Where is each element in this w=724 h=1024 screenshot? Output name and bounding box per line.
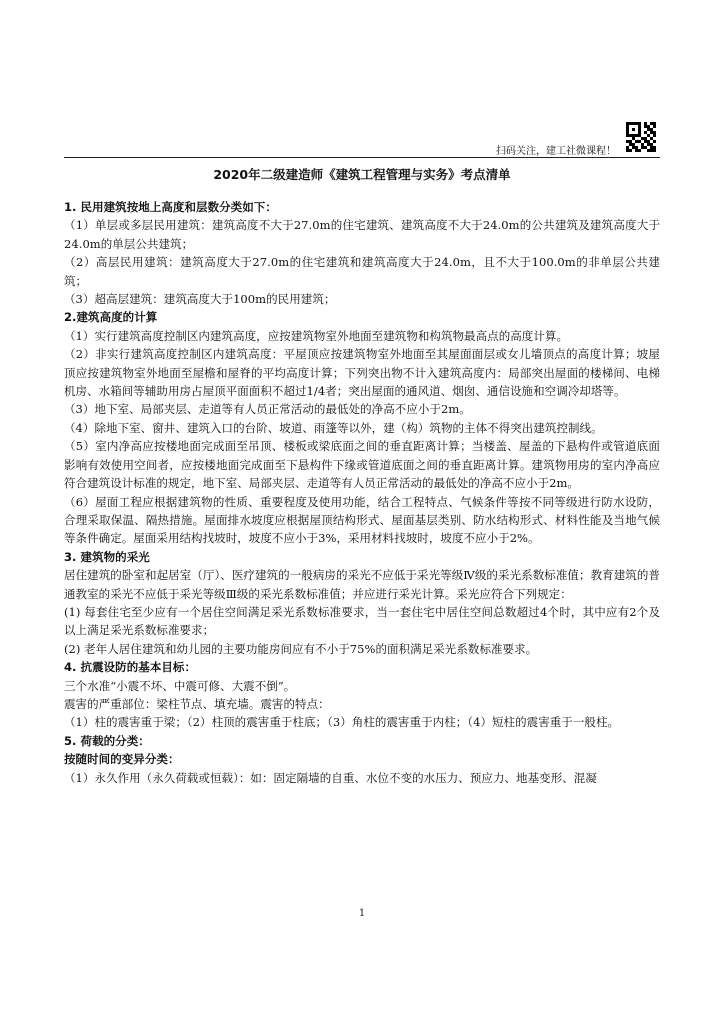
page-number: 1: [358, 908, 366, 919]
section-heading: 4. 抗震设防的基本目标：: [64, 660, 197, 675]
section-heading: 2.建筑高度的计算: [64, 310, 158, 325]
section-heading: 5. 荷载的分类：: [64, 733, 150, 748]
body-paragraph: 震害的严重部位：梁柱节点、填充墙。震害的特点：: [64, 696, 330, 711]
header-caption: 扫码关注，建工社微课程！: [496, 146, 616, 157]
document-body: [64, 198, 660, 787]
body-paragraph: （4）除地下室、窗井、建筑入口的台阶、坡道、雨篷等以外，建（构）筑物的主体不得突出建筑控制线。: [64, 420, 603, 435]
header-divider: [64, 157, 660, 158]
body-paragraph: （3）超高层建筑：建筑高度大于100m的民用建筑；: [64, 292, 336, 307]
body-paragraph: （1）单层或多层民用建筑：建筑高度不大于27.0m的住宅建筑、建筑高度不大于24.0m的公共建筑及建筑高度大于24.0m的单层公共建筑；: [64, 218, 660, 251]
body-paragraph: （3）地下室、局部夹层、走道等有人员正常活动的最低处的净高不应小于2m。: [64, 402, 471, 417]
body-paragraph: (2) 老年人居住建筑和幼儿园的主要功能房间应有不小于75%的面积满足采光系数标准要求。: [64, 641, 538, 656]
section-heading: 3. 建筑物的采光: [64, 549, 150, 564]
section-heading: 按随时间的变异分类：: [64, 752, 180, 767]
body-paragraph: （2）高层民用建筑：建筑高度大于27.0m的住宅建筑和建筑高度大于24.0m，且不大于100.0m的非单层公共建筑；: [64, 255, 660, 288]
body-paragraph: (1) 每套住宅至少应有一个居住空间满足采光系数标准要求，当一套住宅中居住空间总数超过4个时，其中应有2个及以上满足采光系数标准要求；: [64, 604, 660, 638]
body-paragraph: （1）实行建筑高度控制区内建筑高度，应按建筑物室外地面至建筑物和构筑物最高点的高度计算。: [64, 328, 569, 343]
section-heading: 1. 民用建筑按地上高度和层数分类如下：: [64, 200, 277, 214]
body-paragraph: （5）室内净高应按楼地面完成面至吊顶、楼板或梁底面之间的垂直距离计算；当楼盖、屋盖的下悬构件或管道底面影响有效使用空间者，应按楼地面完成面至下悬构件下缘或管道底面之间的垂直距离计算。建筑物用房的室内净高应符合建筑设计标准的规定，地下室、局部夹层、走道等有人员正常活动的最低处的净高不应小于2m。: [64, 439, 660, 491]
body-paragraph: （6）屋面工程应根据建筑物的性质、重要程度及使用功能，结合工程特点、气候条件等按不同等级进行防水设防，合理采取保温、隔热措施。屋面排水坡度应根据屋顶结构形式、屋面基层类别、防水结构形式、材料性能及当地气候等条件确定。屋面采用结构找坡时，坡度不应小于3%，采用材料找坡时，坡度不应小于2%。: [64, 494, 660, 546]
document-title: 2020年二级建造师《建筑工程管理与实务》考点清单: [213, 167, 511, 182]
body-paragraph: （1）柱的震害重于梁；（2）柱顶的震害重于柱底；（3）角柱的震害重于内柱；（4）短柱的震害重于一般柱。: [64, 715, 620, 730]
body-paragraph: （2）非实行建筑高度控制区内建筑高度：平屋顶应按建筑物室外地面至其屋面面层或女儿墙顶点的高度计算；坡屋顶应按建筑物室外地面至屋檐和屋脊的平均高度计算；下列突出物不计入建筑高度内：局部突出屋面的楼梯间、电梯机房、水箱间等辅助用房占屋顶平面面积不超过1/4者；突出屋面的通风道、烟囱、通信设施和空调冷却塔等。: [64, 347, 660, 399]
body-paragraph: 居住建筑的卧室和起居室（厅）、医疗建筑的一般病房的采光不应低于采光等级Ⅳ级的采光系数标准值；教育建筑的普通教室的采光不应低于采光等级Ⅲ级的采光系数标准值；并应进行采光计算。采光应符合下列规定：: [64, 568, 660, 601]
qr-code-icon[interactable]: [626, 122, 656, 152]
body-paragraph: （1）永久作用（永久荷载或恒载）：如：固定隔墙的自重、水位不变的水压力、预应力、地基变形、混凝: [64, 770, 597, 785]
body-paragraph: 三个水准“小震不坏、中震可修、大震不倒”。: [64, 678, 296, 693]
